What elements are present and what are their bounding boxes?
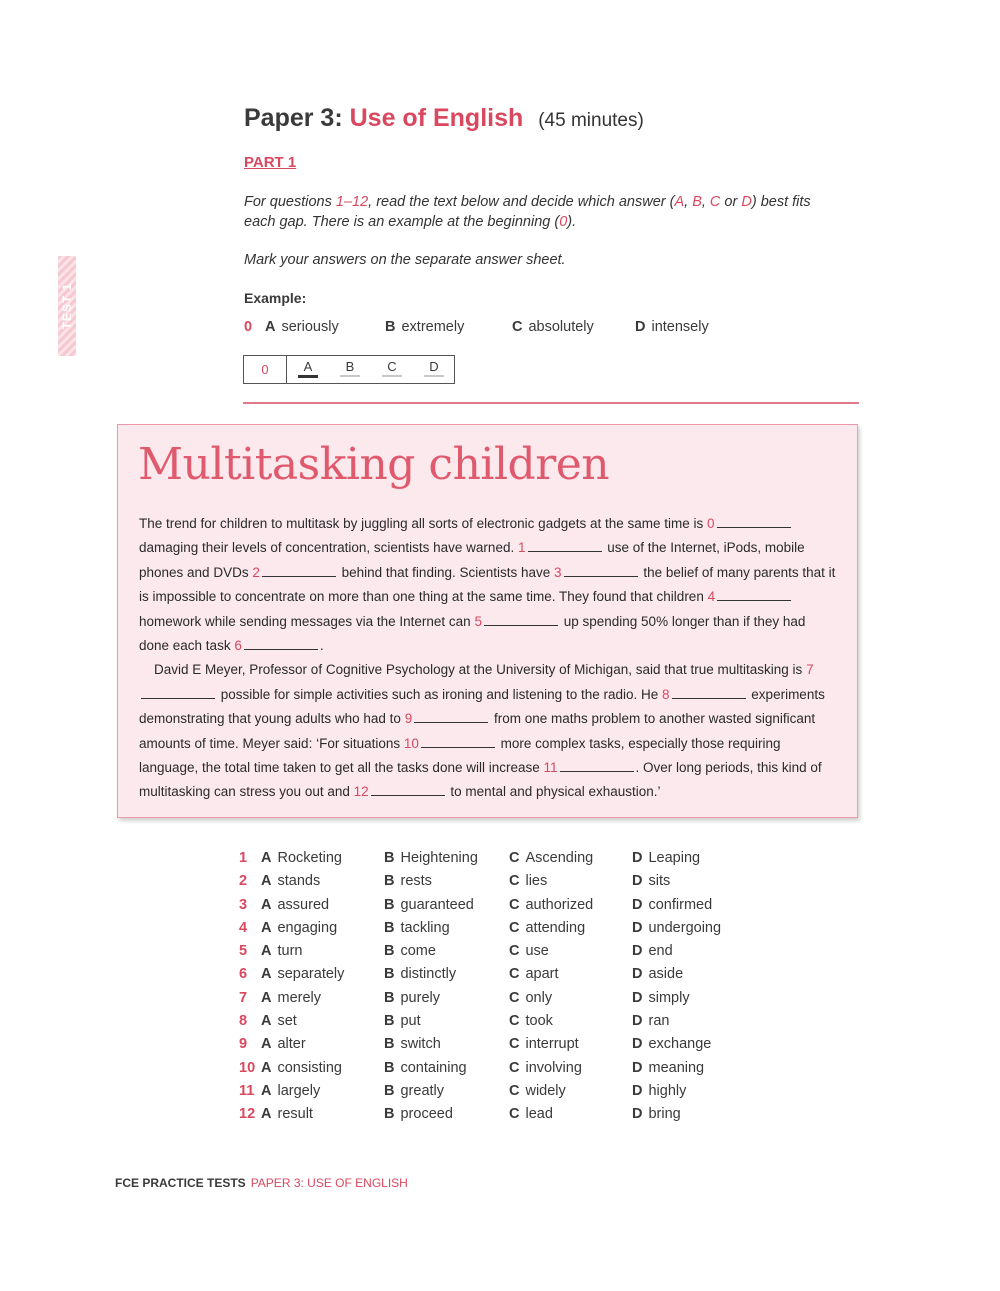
option-a: A result [261, 1106, 313, 1123]
answer-bubble-a: A [298, 359, 318, 378]
gap-2: 2 [252, 564, 260, 580]
option-b: B switch [384, 1036, 441, 1053]
question-number: 11 [239, 1082, 255, 1099]
question-row [239, 1013, 759, 1036]
question-number: 5 [239, 943, 248, 960]
option-c: C lies [509, 873, 548, 890]
option-d: D end [632, 943, 673, 960]
option-a: A turn [261, 943, 303, 960]
question-row [239, 850, 759, 873]
option-b: B guaranteed [384, 896, 474, 913]
test-side-tab [58, 256, 76, 356]
section-divider [243, 402, 859, 404]
example-answer-box [243, 355, 455, 384]
question-row [239, 1083, 759, 1106]
option-d: D Leaping [632, 850, 701, 866]
gap-8: 8 [662, 686, 670, 702]
option-d: D bring [632, 1106, 681, 1123]
option-d: D confirmed [632, 896, 713, 913]
option-c: C apart [509, 966, 559, 983]
option-a: A Rocketing [261, 850, 342, 866]
gap-7: 7 [806, 662, 814, 678]
question-number: 2 [239, 873, 248, 890]
question-row [239, 920, 759, 943]
paper-number: Paper 3: [244, 104, 343, 132]
option-a: A merely [261, 989, 321, 1006]
option-a: A largely [261, 1082, 321, 1099]
gap-11: 11 [543, 760, 558, 776]
paper-heading [244, 104, 644, 133]
option-c: C took [509, 1013, 553, 1030]
reading-text-box [117, 424, 858, 818]
option-b: B tackling [384, 919, 450, 936]
text-body [139, 512, 839, 805]
option-c: C only [509, 989, 553, 1006]
option-a: A consisting [261, 1059, 342, 1076]
gap-6: 6 [234, 638, 242, 654]
answer-options [239, 850, 759, 1130]
option-b: B greatly [384, 1082, 445, 1099]
footer-subtitle: PAPER 3: USE OF ENGLISH [250, 1176, 408, 1190]
question-number: 3 [239, 896, 248, 913]
example-option-a: A seriously [265, 319, 339, 335]
question-row [239, 943, 759, 966]
gap-3: 3 [554, 564, 562, 580]
option-c: C interrupt [509, 1036, 579, 1053]
option-c: C lead [509, 1106, 553, 1123]
option-c: C attending [509, 919, 586, 936]
option-a: A engaging [261, 919, 338, 936]
option-b: B purely [384, 989, 440, 1006]
question-row [239, 966, 759, 989]
option-d: D highly [632, 1082, 687, 1099]
option-d: D exchange [632, 1036, 712, 1053]
answer-bubble-b: B [340, 359, 360, 377]
question-row [239, 1060, 759, 1083]
question-number: 9 [239, 1036, 248, 1053]
example-option-c: C absolutely [512, 319, 594, 335]
option-b: B distinctly [384, 966, 457, 983]
example-label: Example: [244, 290, 307, 306]
text-title: Multitasking children [138, 439, 610, 490]
option-b: B Heightening [384, 850, 478, 866]
gap-9: 9 [404, 711, 413, 727]
page-footer [115, 1176, 408, 1190]
option-c: C involving [509, 1059, 582, 1076]
side-tab-label: TEST 1 [60, 282, 74, 330]
question-row [239, 1036, 759, 1059]
option-d: D simply [632, 989, 690, 1006]
answer-sheet-instruction: Mark your answers on the separate answer sheet. [244, 252, 566, 268]
option-d: D aside [632, 966, 684, 983]
example-option-d: D intensely [635, 319, 709, 335]
option-a: A alter [261, 1036, 306, 1053]
question-row [239, 873, 759, 896]
option-c: C use [509, 943, 549, 960]
option-b: B proceed [384, 1106, 453, 1123]
question-number: 4 [239, 919, 248, 936]
gap-5: 5 [474, 613, 482, 629]
option-d: D ran [632, 1013, 670, 1030]
option-d: D meaning [632, 1059, 705, 1076]
gap-1: 1 [517, 540, 526, 556]
question-number: 12 [239, 1106, 256, 1123]
paragraph-1: The trend for children to multitask by juggling all sorts of electronic gadgets at the same time is 0 damaging their levels of concentration, scientists have warned. 1 use of the Internet, iPods, mobile phones and DVDs 2 behind that finding. Scientists have 3 the belief of many parents that it is impossible to concentrate on more than one thing at the same time. They found that children 4 homework while sending messages via the Internet can 5 up spending 50% longer than if they had done each task 6 . [139, 516, 836, 654]
footer-title: FCE PRACTICE TESTS [115, 1176, 246, 1190]
instructions: For questions 1–12, read the text below and decide which answer (A, B, C or D) best fits each gap. There is an example at the beginning (0). [244, 194, 811, 230]
question-row [239, 897, 759, 920]
question-number: 7 [239, 989, 248, 1006]
question-number: 8 [239, 1013, 248, 1030]
paper-title: Use of English [349, 104, 524, 132]
option-a: A separately [261, 966, 345, 983]
question-row [239, 1106, 759, 1129]
part-label: PART 1 [244, 154, 297, 171]
paper-duration: (45 minutes) [538, 110, 644, 131]
option-a: A set [261, 1013, 297, 1030]
example-number: 0 [244, 319, 253, 335]
option-b: B come [384, 943, 436, 960]
option-a: A assured [261, 896, 330, 913]
answer-box-number: 0 [244, 356, 287, 383]
option-b: B put [384, 1013, 421, 1030]
paragraph-2: David E Meyer, Professor of Cognitive Psychology at the University of Michigan, said that true multitasking is 7 possible for simple activities such as ironing and listening to the radio. He 8 experiments demonstrating that young adults who had to 9 from one maths problem to another wasted significant amounts of time. Meyer said: ‘For situations 10 more complex tasks, especially those requiring language, the total time taken to get all the tasks done will increase 11 . Over long periods, this kind of multitasking can stress you out and 12 to mental and physical exhaustion.’ [139, 662, 825, 800]
option-c: C Ascending [509, 850, 594, 866]
gap-0: 0 [707, 516, 715, 531]
option-b: B rests [384, 873, 432, 890]
option-d: D undergoing [632, 919, 722, 936]
gap-4: 4 [707, 589, 716, 605]
option-c: C widely [509, 1082, 566, 1099]
option-d: D sits [632, 873, 671, 890]
answer-bubble-c: C [382, 359, 402, 377]
question-number: 6 [239, 966, 248, 983]
question-row [239, 990, 759, 1013]
question-number: 10 [239, 1059, 256, 1076]
example-option-b: B extremely [385, 319, 465, 335]
option-c: C authorized [509, 896, 594, 913]
question-number: 1 [239, 850, 248, 866]
gap-10: 10 [403, 735, 419, 751]
option-b: B containing [384, 1059, 467, 1076]
option-a: A stands [261, 873, 321, 890]
gap-12: 12 [353, 784, 369, 800]
answer-bubble-d: D [424, 359, 444, 377]
